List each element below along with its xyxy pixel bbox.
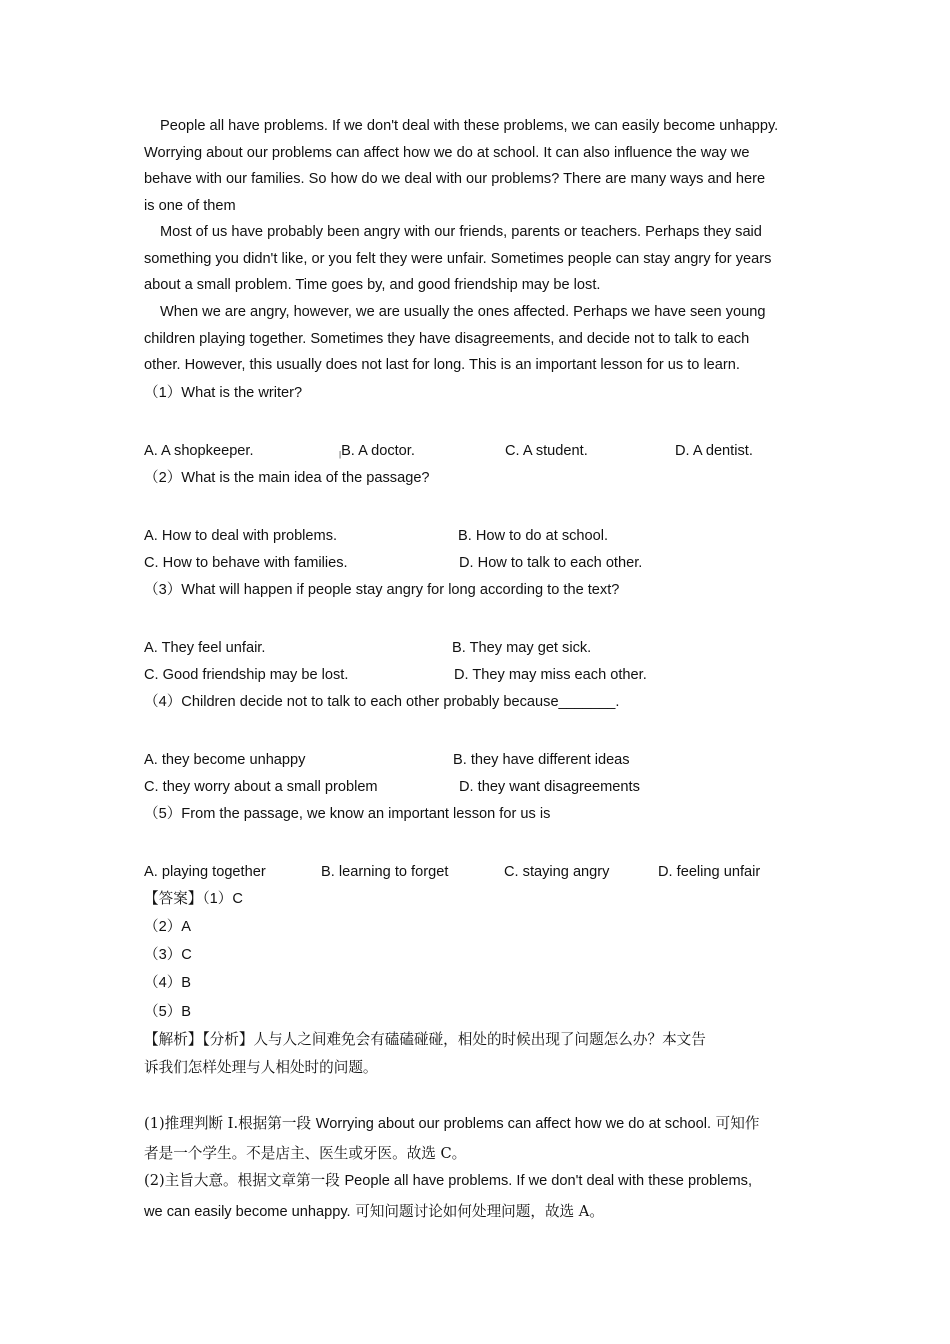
question-1-option-d: D. A dentist. [675, 443, 753, 459]
question-3-option-a: A. They feel unfair. [144, 640, 266, 656]
passage-paragraph-2 [144, 219, 808, 299]
question-4-option-b: B. they have different ideas [453, 752, 630, 768]
answer-item: （1）C [202, 891, 243, 907]
analysis-text: 可知作 [711, 1115, 760, 1132]
analysis-text: 可知问题讨论如何处理问题，故选 A。 [350, 1203, 604, 1220]
question-4-option-c: C. they worry about a small problem [144, 779, 378, 795]
question-5-option-a: A. playing together [144, 864, 266, 880]
text-line: People all have problems. If we don't deal with these problems, we can easily become unhappy. [160, 118, 779, 134]
question-4-stem: （4）Children decide not to talk to each other probably because_______. [144, 694, 620, 710]
question-2-option-b: B. How to do at school. [458, 528, 609, 544]
analysis-item-1-line-2: 者是一个学生。不是店主、医生或牙医。故选 C。 [144, 1145, 467, 1162]
question-2-option-d: D. How to talk to each other. [459, 555, 643, 571]
answer-line-3: （3）C [144, 947, 192, 963]
answer-line-5: （5）B [144, 1004, 192, 1020]
analysis-quote: we can easily become unhappy. [144, 1204, 351, 1220]
answer-line-1 [144, 889, 243, 909]
text-line: is one of them [144, 197, 236, 214]
question-2-option-a: A. How to deal with problems. [144, 528, 338, 544]
analysis-quote: People all have problems. If we don't deal with these problems, [344, 1173, 753, 1189]
passage-paragraph-1 [144, 113, 808, 219]
analysis-quote: Worrying about our problems can affect how we do at school. [315, 1116, 712, 1132]
answer-line-4: （4）B [144, 975, 192, 991]
question-3-option-b: B. They may get sick. [452, 640, 592, 656]
analysis-text: (2)主旨大意。根据文章第一段 [144, 1172, 345, 1189]
analysis-item-1-line-1 [144, 1114, 759, 1134]
question-1-option-a: A. A shopkeeper. [144, 443, 254, 459]
text-line: children playing together. Sometimes they have disagreements, and decide not to talk to each [144, 330, 750, 347]
analysis-summary-line-2: 诉我们怎样处理与人相处时的问题。 [144, 1059, 378, 1076]
question-4-option-a: A. they become unhappy [144, 752, 306, 768]
text-line: behave with our families. So how do we deal with our problems? There are many ways and here [144, 171, 766, 187]
passage-paragraph-3 [144, 299, 808, 379]
question-1-option-b [339, 441, 415, 465]
analysis-text: (1)推理判断 I.根据第一段 [144, 1115, 316, 1132]
text-line: Worrying about our problems can affect how we do at school. It can also influence the way we [144, 144, 750, 161]
analysis-text: 人与人之间难免会有磕磕碰碰，相处的时候出现了问题怎么办？本文告 [253, 1031, 706, 1048]
question-3-option-d: D. They may miss each other. [454, 667, 647, 683]
text-line: other. However, this usually does not last for long. This is an important lesson for us to learn. [144, 357, 740, 373]
question-2-stem: （2）What is the main idea of the passage? [144, 470, 430, 486]
text-line: about a small problem. Time goes by, and good friendship may be lost. [144, 277, 601, 293]
answer-label: 【答案】 [144, 890, 203, 907]
question-4-option-d: D. they want disagreements [459, 779, 640, 795]
analysis-label: 【解析】【分析】 [144, 1031, 254, 1048]
question-5-option-c: C. staying angry [504, 864, 610, 880]
analysis-summary-line-1 [144, 1030, 706, 1050]
analysis-item-2-line-1 [144, 1171, 752, 1191]
analysis-item-2-line-2 [144, 1202, 604, 1222]
question-1-option-c: C. A student. [505, 443, 588, 459]
answer-line-2: （2）A [144, 919, 192, 935]
question-5-option-d: D. feeling unfair [658, 864, 761, 880]
question-5-option-b: B. learning to forget [321, 864, 449, 880]
question-2-option-c: C. How to behave with families. [144, 555, 348, 571]
cursor-mark: | [339, 450, 342, 459]
question-3-option-c: C. Good friendship may be lost. [144, 667, 349, 683]
option-text: B. A doctor. [341, 443, 415, 459]
text-line: When we are angry, however, we are usually the ones affected. Perhaps we have seen young [160, 304, 766, 320]
question-1-stem: （1）What is the writer? [144, 385, 303, 401]
question-5-stem: （5）From the passage, we know an important lesson for us is [144, 806, 551, 822]
text-line: something you didn't like, or you felt they were unfair. Sometimes people can stay angry for years [144, 250, 772, 267]
text-line: Most of us have probably been angry with our friends, parents or teachers. Perhaps they said [160, 224, 762, 240]
question-3-stem: （3）What will happen if people stay angry for long according to the text? [144, 582, 620, 598]
